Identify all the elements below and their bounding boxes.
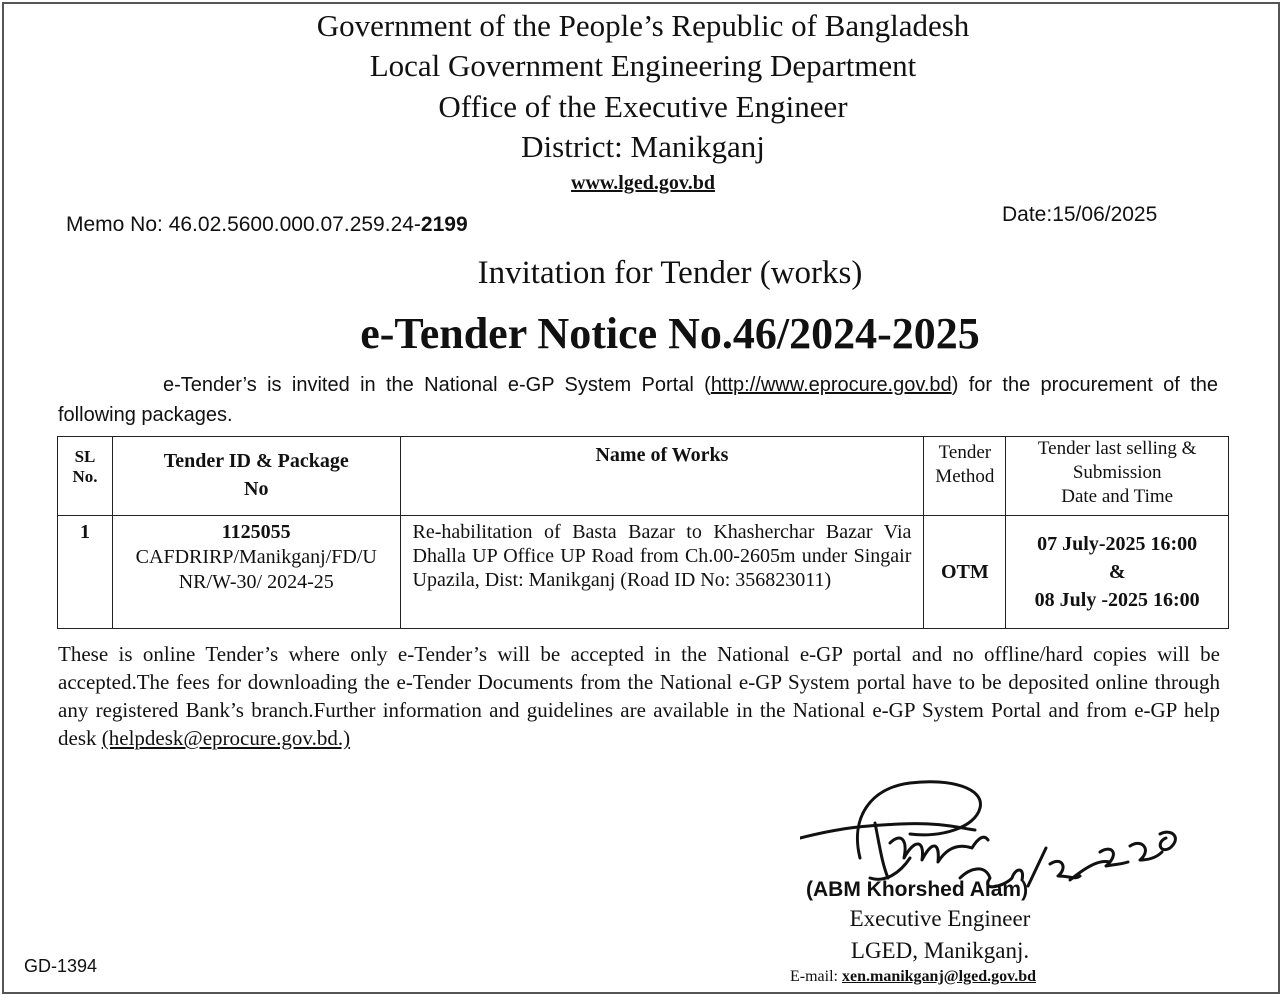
intro-text-after: ) for the procurement of the following packages.: [58, 374, 1218, 426]
submission-date: 08 July -2025 16:00: [1034, 589, 1200, 611]
memo-label: Memo No: 46.02.5600.000.07.259.24-: [66, 213, 421, 236]
package-no: CAFDRIRP/Manikganj/FD/UNR/W-30/ 2024-25: [135, 546, 377, 593]
email-address[interactable]: xen.manikganj@lged.gov.bd: [841, 968, 1037, 985]
cell-submission-date: [1006, 516, 1229, 629]
intro-paragraph: [58, 370, 1218, 430]
signatory-email: [790, 968, 1036, 986]
notice-date: Date:15/06/2025: [1002, 203, 1158, 226]
header-date-line3: Date and Time: [1061, 486, 1174, 507]
signatory-office: LGED, Manikganj.: [850, 938, 1030, 963]
cell-tender-id: [112, 516, 400, 629]
helpdesk-email[interactable]: (helpdesk@eprocure.gov.bd.): [101, 726, 351, 750]
date-ampersand: &: [1108, 561, 1126, 583]
terms-paragraph: [58, 640, 1220, 752]
table-row: [58, 516, 1229, 629]
header-date-line1: Tender last selling &: [1037, 438, 1197, 459]
terms-text: These is online Tender’s where only e-Tender’s will be accepted in the National e-GP portal and no offline/hard copies will be accepted.The fees for downloading the e-Tender Documents from the National e-GP System portal have to be deposited online through any registered Bank’s branch.Further information and guidelines are available in the National e-GP System Portal and from e-GP help desk: [58, 642, 1220, 750]
notice-title: e-Tender Notice No.46/2024-2025: [360, 309, 980, 358]
tender-id: 1125055: [221, 521, 291, 543]
website-link[interactable]: www.lged.gov.bd: [571, 172, 715, 194]
cell-sl: 1: [58, 516, 113, 629]
header-date-line2: Submission: [1072, 462, 1162, 483]
cell-tender-method: OTM: [924, 516, 1006, 629]
header-sl: SL No.: [58, 437, 113, 516]
tender-table: [57, 436, 1229, 629]
header-tender-id: Tender ID & Package No: [112, 437, 400, 516]
header-tender-method: Tender Method: [924, 437, 1006, 516]
invitation-heading: Invitation for Tender (works): [477, 255, 863, 291]
header-government: Government of the People’s Republic of Bangladesh: [316, 8, 970, 43]
memo-number: [66, 213, 468, 237]
intro-text-before: e-Tender’s is invited in the National e-GP System Portal (: [163, 374, 711, 396]
email-label: E-mail:: [790, 968, 842, 985]
signatory-name: (ABM Khorshed Alam): [806, 878, 1029, 901]
header-department: Local Government Engineering Department: [369, 48, 917, 83]
header-office: Office of the Executive Engineer: [438, 89, 848, 124]
table-header-row: [58, 437, 1229, 516]
signatory-title: Executive Engineer: [849, 906, 1031, 931]
header-submission-date: [1006, 437, 1229, 516]
header-district: District: Manikganj: [521, 129, 765, 164]
memo-serial: 2199: [420, 213, 468, 236]
selling-date: 07 July-2025 16:00: [1037, 533, 1198, 555]
header-name-of-works: Name of Works: [400, 437, 924, 516]
cell-name-of-works: Re-habilitation of Basta Bazar to Khasherchar Bazar Via Dhalla UP Office UP Road from Ch.00-2605m under Singair Upazila, Dist: Manikganj (Road ID No: 356823011): [400, 516, 924, 629]
gd-number: GD-1394: [24, 956, 98, 976]
eprocure-link[interactable]: http://www.eprocure.gov.bd: [710, 374, 952, 396]
